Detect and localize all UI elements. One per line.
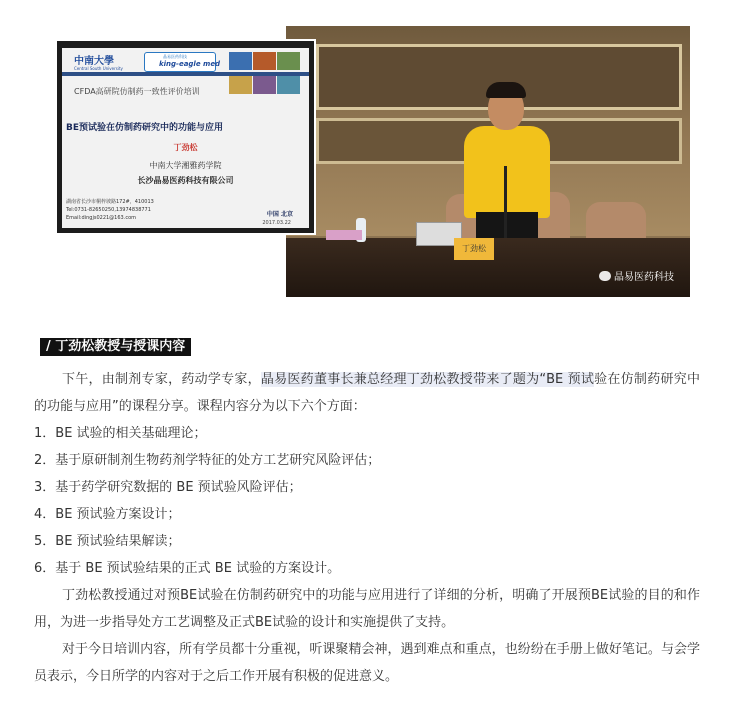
slide-thumbnail [229, 52, 252, 70]
slide-contact [66, 198, 154, 222]
company-logo [144, 52, 221, 72]
wechat-icon [599, 271, 611, 281]
list-item: 3．基于药学研究数据的 BE 预试验风险评估； [34, 480, 302, 495]
slide-thumbnail [277, 52, 300, 70]
cup [326, 230, 362, 240]
slide-course: CFDA高研院仿制药一致性评价培训 [74, 87, 200, 96]
slide-thumbnail [253, 52, 276, 70]
slide-thumbnail [229, 76, 252, 94]
analysis-paragraph: 丁劲松教授通过对预BE试验在仿制药研究中的功能与应用进行了详细的分析，明确了开展预BE试验的目的和作用，为进一步指导处方工艺调整及正式BE试验的设计和实施提供了支持。 [34, 588, 700, 630]
nameplate: 丁劲松 [454, 238, 494, 260]
photo-watermark [599, 268, 674, 283]
intro-highlight: 晶易医药董事长兼总经理丁劲松教授带来了题为“BE 预试 [260, 372, 595, 387]
company-logo-cn: 晶易医药科技 [163, 54, 187, 59]
list-item: 5．BE 预试验结果解读； [34, 534, 181, 549]
slide-place: 中国 北京 [266, 211, 293, 218]
contact-tel: Tel:0731-82650250,13974838771 [66, 207, 151, 213]
microphone-stand [504, 166, 507, 246]
slide-inset [55, 39, 316, 235]
speaker-hair [486, 82, 526, 98]
slide-affiliation-2: 长沙晶易医药科技有限公司 [137, 176, 234, 185]
slide-thumbnails [228, 52, 304, 100]
university-logo: 中南大學 [74, 56, 114, 67]
slide-date: 2017.03.22 [262, 220, 291, 226]
list-item: 1．BE 试验的相关基础理论； [34, 426, 207, 441]
section-heading: / 丁劲松教授与授课内容 [40, 338, 191, 356]
closing-paragraph: 对于今日培训内容，所有学员都十分重视，听课聚精会神，遇到难点和重点，也纷纷在手册上做好笔记。与会学员表示，今日所学的内容对于之后工作开展有积极的促进意义。 [34, 642, 700, 684]
university-logo-subtitle: Central South University [74, 66, 123, 71]
contact-email: Email:dingjs0221@163.com [66, 215, 136, 221]
article-body [34, 366, 700, 690]
slide-thumbnail [253, 76, 276, 94]
slide-thumbnail [277, 76, 300, 94]
watermark-text: 晶易医药科技 [614, 272, 674, 283]
intro-text: 下午，由制剂专家，药动学专家， [62, 372, 261, 387]
slide-title: BE预试验在仿制药研究中的功能与应用 [66, 123, 224, 133]
slide-speaker: 丁劲松 [173, 143, 198, 152]
list-item: 2．基于原研制剂生物药剂学特征的处方工艺研究风险评估； [34, 453, 381, 468]
speaker-figure [464, 126, 550, 218]
contact-address: 湖南省长沙市桐梓坡路172#，410013 [66, 199, 154, 205]
list-item: 6．基于 BE 预试验结果的正式 BE 试验的方案设计。 [34, 561, 341, 576]
slide-affiliation-1: 中南大学湘雅药学院 [149, 161, 222, 170]
lecture-photo [286, 26, 690, 297]
company-logo-en: king-eagle med [159, 60, 221, 68]
intro-text-cont: 验在仿制药研究中的功能与应用”的课程分享。课程内容分为以下六个方面： [34, 372, 700, 414]
list-item: 4．BE 预试验方案设计； [34, 507, 181, 522]
intro-paragraph [34, 366, 700, 420]
slide-band [62, 72, 309, 76]
slide [62, 48, 309, 228]
